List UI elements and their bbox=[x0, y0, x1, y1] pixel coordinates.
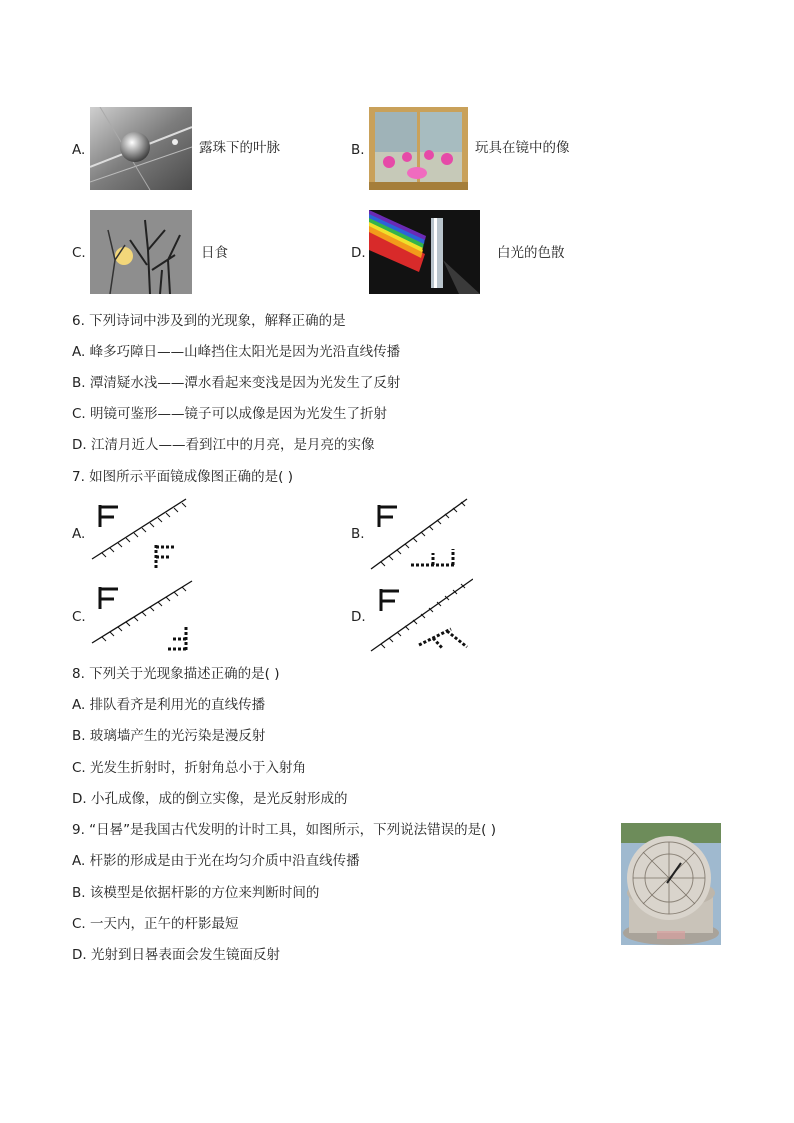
q7-letter-d: D. bbox=[351, 609, 366, 625]
q7-letter-b: B. bbox=[351, 526, 365, 542]
q6-stem: 6. 下列诗词中涉及到的光现象，解释正确的是 bbox=[72, 313, 346, 329]
q9-stem: 9. “日晷”是我国古代发明的计时工具，如图所示，下列说法错误的是( ) bbox=[72, 822, 496, 838]
solar-eclipse-photo bbox=[90, 210, 192, 294]
option-caption-a: 露珠下的叶脉 bbox=[199, 140, 280, 156]
option-letter-d: D. bbox=[351, 245, 366, 261]
mirror-diagram-c bbox=[88, 577, 194, 653]
mirror-diagram-a bbox=[88, 493, 192, 571]
q9-option-c: C. 一天内，正午的杆影最短 bbox=[72, 916, 239, 932]
q6-option-b: B. 潭清疑水浅——潭水看起来变浅是因为光发生了反射 bbox=[72, 375, 401, 391]
q6-option-d: D. 江清月近人——看到江中的月亮，是月亮的实像 bbox=[72, 437, 375, 453]
option-letter-a: A. bbox=[72, 142, 86, 158]
option-letter-c: C. bbox=[72, 245, 86, 261]
q9-option-a: A. 杆影的形成是由于光在均匀介质中沿直线传播 bbox=[72, 853, 360, 869]
q9-option-d: D. 光射到日晷表面会发生镜面反射 bbox=[72, 947, 280, 963]
toy-mirror-photo bbox=[369, 107, 468, 190]
q8-option-c: C. 光发生折射时，折射角总小于入射角 bbox=[72, 760, 307, 776]
q7-letter-a: A. bbox=[72, 526, 86, 542]
dewdrop-leaf-photo bbox=[90, 107, 192, 190]
prism-dispersion-photo bbox=[369, 210, 480, 294]
q8-stem: 8. 下列关于光现象描述正确的是( ) bbox=[72, 666, 280, 682]
q7-letter-c: C. bbox=[72, 609, 86, 625]
mirror-diagram-b bbox=[367, 493, 471, 571]
q8-option-a: A. 排队看齐是利用光的直线传播 bbox=[72, 697, 266, 713]
sundial-photo bbox=[621, 823, 721, 945]
option-caption-d: 白光的色散 bbox=[497, 245, 565, 261]
mirror-diagram-d bbox=[367, 577, 473, 653]
option-caption-c: 日食 bbox=[201, 245, 228, 261]
q7-stem: 7. 如图所示平面镜成像图正确的是( ) bbox=[72, 469, 293, 485]
q8-option-d: D. 小孔成像，成的倒立实像，是光反射形成的 bbox=[72, 791, 348, 807]
q8-option-b: B. 玻璃墙产生的光污染是漫反射 bbox=[72, 728, 266, 744]
q9-option-b: B. 该模型是依据杆影的方位来判断时间的 bbox=[72, 885, 320, 901]
option-letter-b: B. bbox=[351, 142, 365, 158]
q6-option-c: C. 明镜可鉴形——镜子可以成像是因为光发生了折射 bbox=[72, 406, 388, 422]
option-caption-b: 玩具在镜中的像 bbox=[475, 140, 570, 156]
q6-option-a: A. 峰多巧障日——山峰挡住太阳光是因为光沿直线传播 bbox=[72, 344, 401, 360]
